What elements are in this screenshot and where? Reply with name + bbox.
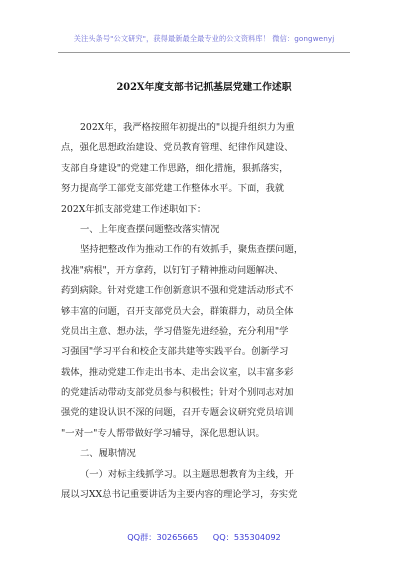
paragraph-line: 坚持把整改作为推动工作的有效抓手，聚焦查摆问题， [80,244,304,256]
qq-group-number: QQ群：30265665 [127,532,199,542]
paragraph-line: "一对一"专人帮带做好学习辅导，深化思想认识。 [61,427,265,439]
document-title: 202X年度支部书记抓基层党建工作述职 [116,82,292,93]
paragraph-line: 努力提高学工部党支部党建工作整体水平。下面，我就 [61,183,285,195]
header-divider [58,52,350,53]
paragraph-line: 202X年抓支部党建工作述职如下： [61,203,207,215]
paragraph-line: 的党建活动带动支部党员参与积极性；针对个别同志对加 [61,387,294,399]
paragraph-line: 够丰富的问题，召开支部党员大会，群策群力，动员全体 [61,305,294,317]
header-banner: 关注头条号"公文研究"，获得最新最全最专业的公文资料库！ 微信：gongwenyj [73,34,335,43]
paragraph-line: 党员出主意、想办法，学习借鉴先进经验，充分利用"学 [61,325,289,337]
paragraph-line: 药到病除。针对党建工作创新意识不强和党建活动形式不 [61,285,294,297]
page-footer [0,532,408,543]
paragraph-line: 载体，推动党建工作走出书本、走出会议室，以丰富多彩 [61,366,294,378]
document-body [61,118,351,505]
paragraph-line: 支部自身建设"的党建工作思路，细化措施，狠抓落实， [61,162,289,174]
paragraph-line: 202X年，我严格按照年初提出的"以提升组织力为重 [80,122,295,133]
paragraph-line: 点，强化思想政治建设、党员教育管理、纪律作风建设、 [61,142,294,154]
section-heading: 二、履职情况 [80,448,136,460]
paragraph-line: 展以习XX总书记重要讲话为主要内容的理论学习，夯实党 [61,489,298,501]
qq-number: QQ：535304092 [212,532,281,542]
paragraph-line: 习强国"学习平台和校企支部共建等实践平台。创新学习 [61,346,289,358]
paragraph-line: 强党的建设认识不深的问题，召开专题会议研究党员培训 [61,407,294,419]
paragraph-line: 找准"病根"，开方拿药，以钉钉子精神推动问题解决、 [61,264,284,276]
section-heading: 一、上年度查摆问题整改落实情况 [80,223,220,235]
page-header [0,0,408,56]
paragraph-line: （一）对标主线抓学习。以主题思想教育为主线，开 [80,468,294,480]
